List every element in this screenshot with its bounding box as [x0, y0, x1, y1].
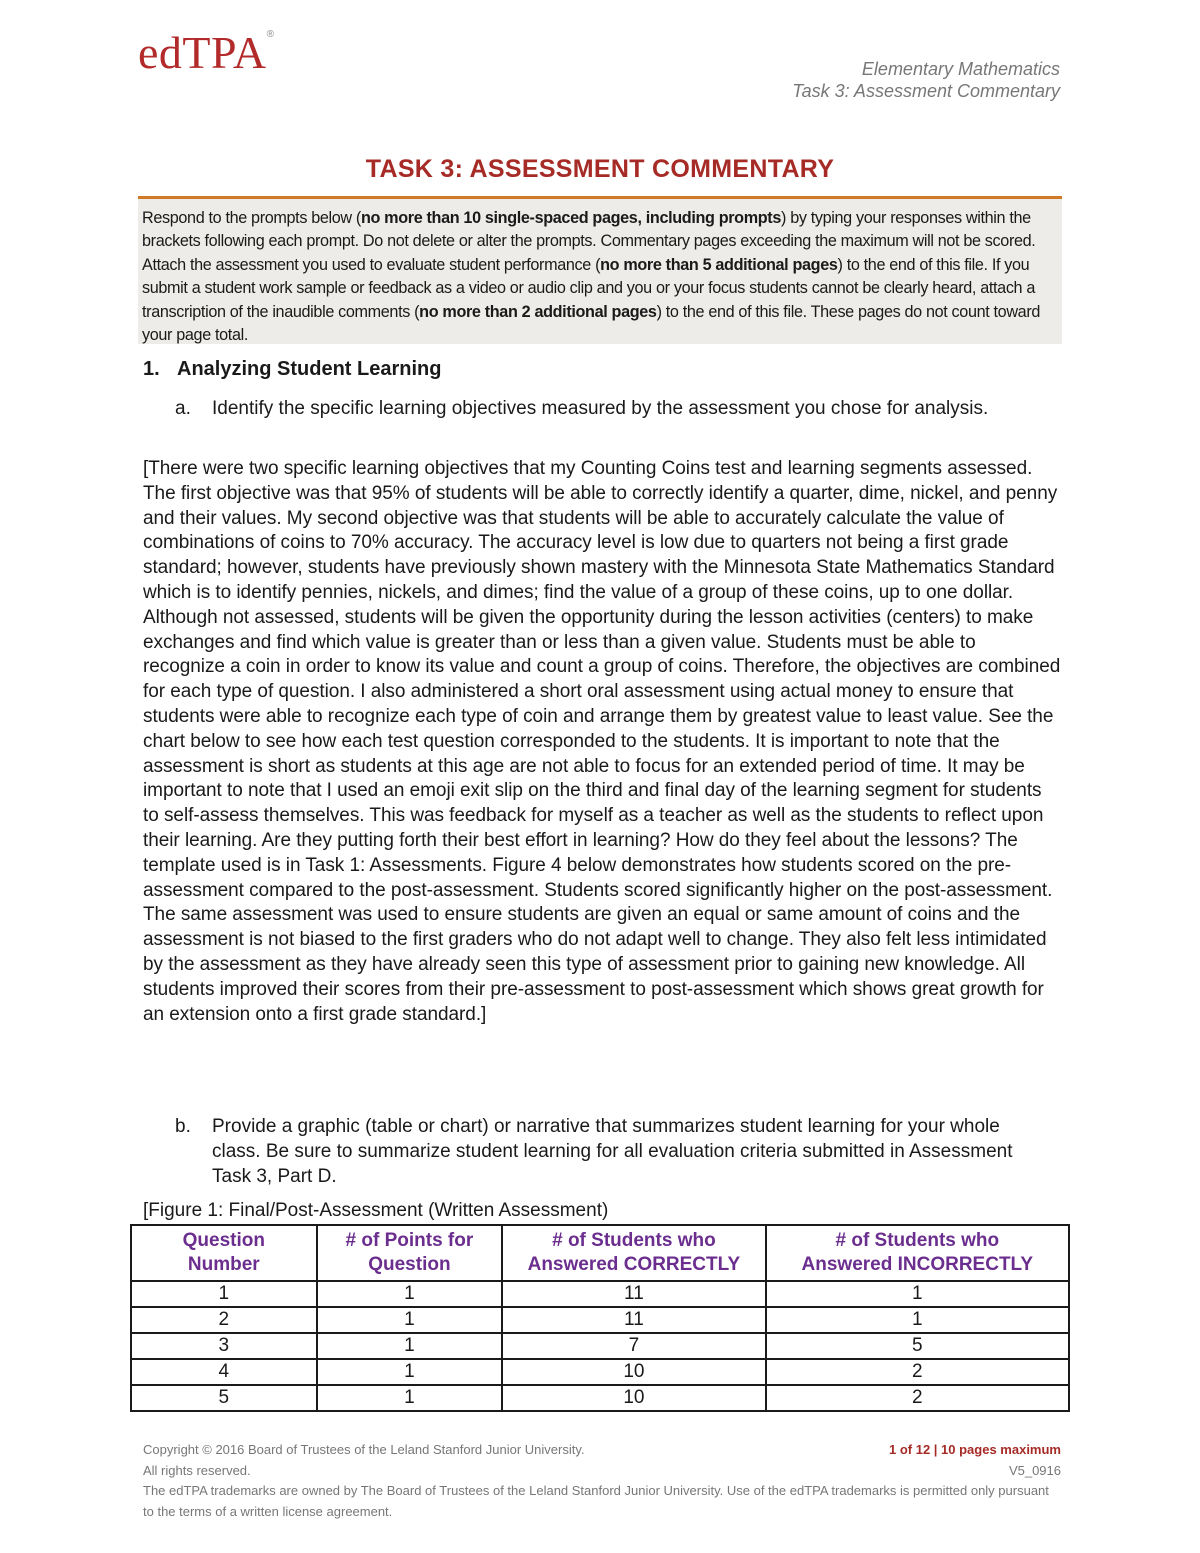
- limit-pages: no more than 10 single-spaced pages, including prompts: [360, 209, 781, 227]
- table-row: [131, 1359, 1069, 1385]
- cell-incorrect: 1: [766, 1281, 1069, 1307]
- footer-trademark: The edTPA trademarks are owned by The Board of Trustees of the Leland Stanford Junior University. Use of the edTPA trademarks is permitted only pursuant to the terms of a written license agreement.: [143, 1483, 1049, 1519]
- running-header: [792, 58, 1060, 102]
- cell-incorrect: 2: [766, 1359, 1069, 1385]
- section-heading: [143, 358, 441, 381]
- cell-points: 1: [317, 1359, 503, 1385]
- cell-question: 5: [131, 1385, 317, 1411]
- page-footer: [143, 1440, 1061, 1522]
- response-a[interactable]: [There were two specific learning objectives that my Counting Coins test and learning segments assessed. The first objective was that 95% of students will be able to correctly identify a quarter, dime, nickel, and penny and their values. My second objective was that students will be able to accurately calculate the value of combinations of coins to 70% accuracy. The accuracy level is low due to quarters not being a first grade standard; however, students have previously shown mastery with the Minnesota State Mathematics Standard which is to identify pennies, nickels, and dimes; find the value of a group of these coins, up to one dollar. Although not assessed, students will be given the opportunity during the lesson activities (centers) to make exchanges and find which value is greater than or less than a given value. Students must be able to recognize a coin in order to know its value and count a group of coins. Therefore, the objectives are combined for each type of question. I also administered a short oral assessment using actual money to ensure that students were able to recognize each type of coin and arrange them by greatest value to least value. See the chart below to see how each test question corresponded to the students. It is important to note that the assessment is short as students at this age are not able to focus for an extended period of time. It may be important to note that I used an emoji exit slip on the third and final day of the learning segment for students to self-assess themselves. This was feedback for myself as a teacher as well as the students to reflect upon their learning. Are they putting forth their best effort in learning? How do they feel about the lessons? The template used is in Task 1: Assessments. Figure 4 below demonstrates how students scored on the pre-assessment compared to the post-assessment. Students scored significantly higher on the post-assessment. The same assessment was used to ensure students are given an equal or same amount of coins and the assessment is not biased to the first graders who do not adapt well to change. They also felt less intimidated by the assessment as they have already seen this type of assessment prior to gaining new knowledge. All students improved their scores from their pre-assessment to post-assessment which shows great growth for an extension onto a first grade standard.]: [143, 458, 1061, 1025]
- header-subject: Elementary Mathematics: [861, 59, 1060, 79]
- prompt-b: [175, 1114, 1045, 1189]
- header-points: # of Points for Question: [317, 1225, 503, 1281]
- header-question-number: Question Number: [131, 1225, 317, 1281]
- cell-correct: 10: [502, 1359, 765, 1385]
- cell-points: 1: [317, 1385, 503, 1411]
- limit-assessment: no more than 5 additional pages: [600, 255, 838, 274]
- footer-page-count: 1 of 12 | 10 pages maximum: [889, 1442, 1061, 1457]
- prompt-b-text: Provide a graphic (table or chart) or narrative that summarizes student learning for your whole class. Be sure to summarize student learning for all evaluation criteria submitted in Assessment Task 3, Part D.: [212, 1116, 1013, 1187]
- cell-question: 2: [131, 1307, 317, 1333]
- footer-copyright: Copyright © 2016 Board of Trustees of the Leland Stanford Junior University.: [143, 1442, 585, 1457]
- page-title: TASK 3: ASSESSMENT COMMENTARY: [365, 155, 835, 183]
- cell-correct: 11: [502, 1281, 765, 1307]
- cell-incorrect: 5: [766, 1333, 1069, 1359]
- prompt-a: [175, 396, 1045, 421]
- cell-correct: 7: [502, 1333, 765, 1359]
- cell-points: 1: [317, 1333, 503, 1359]
- cell-points: 1: [317, 1281, 503, 1307]
- section-title: Analyzing Student Learning: [177, 358, 442, 380]
- edtpa-logo: edTPA®: [138, 27, 275, 78]
- cell-correct: 10: [502, 1385, 765, 1411]
- cell-correct: 11: [502, 1307, 765, 1333]
- header-correct: # of Students who Answered CORRECTLY: [502, 1225, 765, 1281]
- figure-caption: [Figure 1: Final/Post-Assessment (Written Assessment): [143, 1200, 609, 1221]
- table-header-row: [131, 1225, 1069, 1281]
- cell-question: 3: [131, 1333, 317, 1359]
- cell-question: 1: [131, 1281, 317, 1307]
- prompt-a-letter: a.: [175, 398, 191, 419]
- table-row: [131, 1385, 1069, 1411]
- instructions-box: Respond to the prompts below (no more than 10 single-spaced pages, including prompts) by typing your responses within the brackets following each prompt. Do not delete or alter the prompts. Commentary pages exceeding the maximum will not be scored. Attach the assessment you used to evaluate student performance (no more than 5 additional pages) to the end of this file. If you submit a student work sample or feedback as a video or audio clip and you or your focus students cannot be clearly heard, attach a transcription of the inaudible comments (no more than 2 additional pages) to the end of this file. These pages do not count toward your page total.: [138, 196, 1062, 344]
- results-table: [130, 1224, 1070, 1412]
- table-row: [131, 1281, 1069, 1307]
- header-incorrect: # of Students who Answered INCORRECTLY: [766, 1225, 1069, 1281]
- section-number: 1.: [143, 358, 160, 380]
- prompt-a-text: Identify the specific learning objectives measured by the assessment you chose for analysis.: [212, 398, 989, 419]
- cell-points: 1: [317, 1307, 503, 1333]
- cell-incorrect: 2: [766, 1385, 1069, 1411]
- header-task: Task 3: Assessment Commentary: [792, 81, 1060, 101]
- footer-rights: All rights reserved.: [143, 1462, 251, 1478]
- prompt-b-letter: b.: [175, 1116, 191, 1137]
- cell-question: 4: [131, 1359, 317, 1385]
- table-row: [131, 1307, 1069, 1333]
- registered-mark: ®: [266, 29, 275, 40]
- cell-incorrect: 1: [766, 1307, 1069, 1333]
- footer-version: V5_0916: [1008, 1462, 1061, 1478]
- table-row: [131, 1333, 1069, 1359]
- limit-transcription: no more than 2 additional pages: [419, 302, 657, 321]
